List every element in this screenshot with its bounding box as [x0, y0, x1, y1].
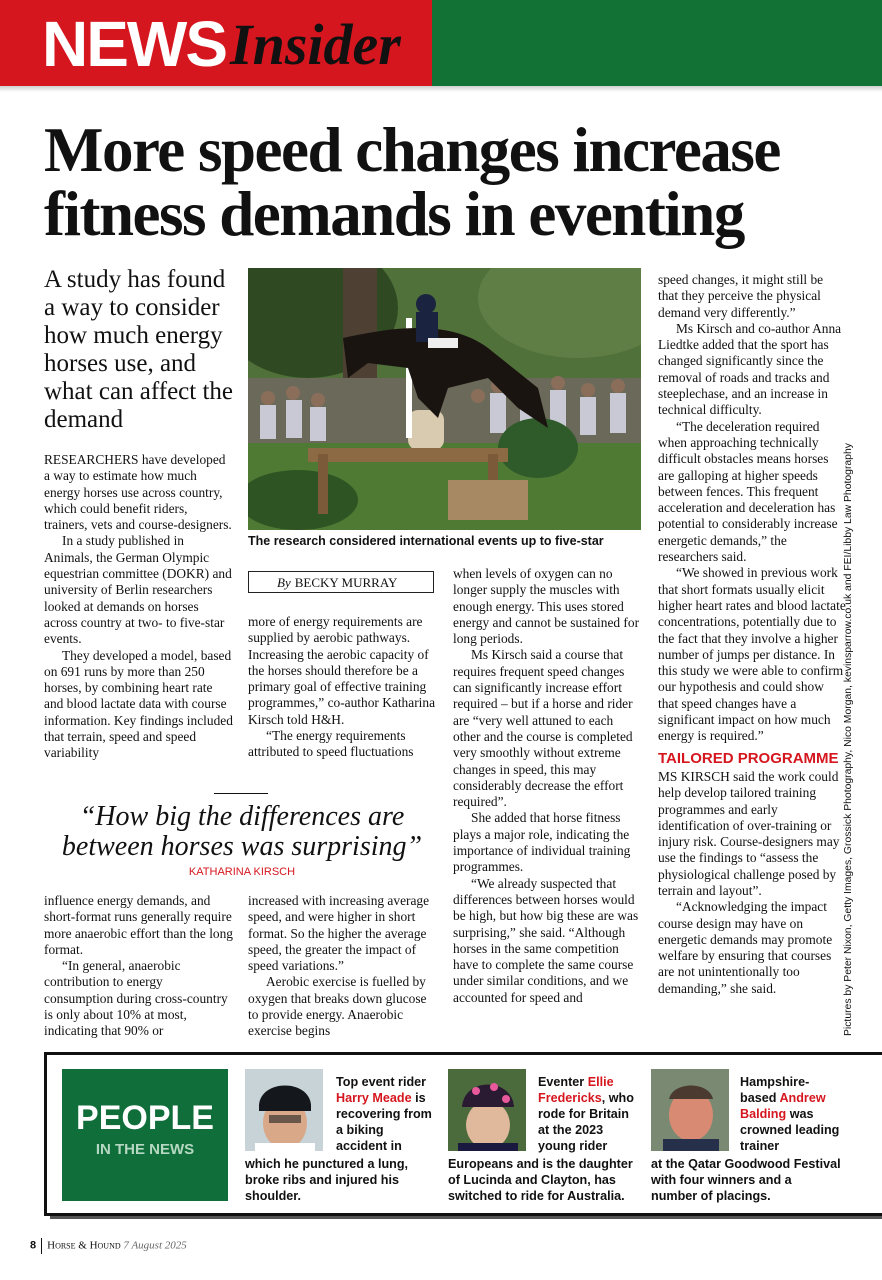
body-paragraph: “Acknowledging the impact course design may have on energetic demands may promote welfare by ensuring that courses are not unintentionally too demanding,” she said. [658, 899, 833, 996]
headline: More speed changes increase fitness demands in eventing [44, 115, 780, 249]
body-paragraph: In a study published in Animals, the German Olympic equestrian committee (DOKR) and university of Berlin researchers looked at demands on horses across country at two- to five-star events. [44, 533, 232, 647]
body-paragraph: “We already suspected that differences between horses would be high, but how big these are was surprising,” she said. “Although horses in the same competition have to complete the same course under similar conditions, and we accounted for speed and [453, 875, 639, 1005]
person-name: Ellie Fredericks [538, 1075, 614, 1105]
byline-prefix: By [277, 575, 291, 590]
magazine-name: Horse & Hound [47, 1239, 121, 1252]
byline [248, 571, 434, 593]
note-text: Hampshire-based [740, 1075, 810, 1105]
body-column-2a [248, 614, 440, 761]
people-note-1 [336, 1074, 434, 1154]
body-paragraph: more of energy requirements are supplied by aerobic pathways. Increasing the aerobic capacity of the horses should therefore be a primary goal of effective training programmes,” co-author Katharina Kirsch told H&H. [248, 614, 436, 727]
body-column-3 [453, 566, 643, 1006]
page-footer [30, 1238, 187, 1254]
body-paragraph: “The deceleration required when approaching technically difficult obstacles means horses are galloping at higher speeds between fences. This frequent acceleration and deceleration has potential to considerably increase energetic demands,” the researchers said. [658, 418, 838, 565]
brand-news: NEWS [42, 8, 226, 80]
body-paragraph: She added that horse fitness plays a major role, indicating the importance of individual training programmes. [453, 810, 631, 875]
photo-credit: Pictures by Peter Nixon, Getty Images, Grossick Photography, Nico Morgan, kevinsparrow.co.uk and FEI/Libby Law Photography [843, 443, 854, 1036]
body-paragraph: RESEARCHERS have developed a way to estimate how much energy horses use across country, which could benefit riders, trainers, vets and course-designers. [44, 452, 232, 533]
byline-name: BECKY MURRAY [294, 575, 398, 590]
pullquote-rule [214, 793, 268, 794]
pullquote-attribution: KATHARINA KIRSCH [188, 866, 296, 878]
standfirst: A study has found a way to consider how much energy horses use, and what can affect the demand [44, 266, 234, 433]
banner-shadow [0, 86, 882, 92]
body-paragraph: “We showed in previous work that short formats usually elicit higher heart rates and blood lactate concentrations, potentially due to the fact that they involve a higher number of jumps per distance. In this study we were able to confirm our hypothesis and could show that speed changes have a significant impact on how much energy is required.” [658, 565, 846, 744]
body-paragraph: MS KIRSCH said the work could help develop tailored training programmes and early identification of over-training or injury risk. Course-designers may use the findings to “assess the physiological challenge posed by terrain and layout”. [658, 768, 840, 898]
people-note-1-tail: which he punctured a lung, broke ribs and injured his shoulder. [245, 1157, 409, 1203]
body-paragraph: influence energy demands, and short-format runs generally require more anaerobic effort than the long format. [44, 893, 234, 957]
body-paragraph: when levels of oxygen can no longer supply the muscles with enough energy. This uses stored energy and cannot be sustained for long periods. [453, 566, 640, 647]
note-text: was crowned leading trainer [740, 1107, 840, 1153]
body-paragraph: “The energy requirements attributed to speed fluctuations [248, 728, 414, 760]
body-column-2b [248, 893, 440, 1040]
body-paragraph: increased with increasing average speed, and were higher in short format. So the higher the average speed, the greater the impact of speed variations.” [248, 893, 430, 974]
body-column-1a [44, 452, 234, 762]
people-note-2-tail: Europeans and is the daughter of Lucinda and Clayton, has switched to ride for Australia. [448, 1157, 633, 1203]
body-paragraph: Ms Kirsch said a course that requires frequent speed changes can significantly increase effort required – but if a horse and rider are “very well attuned to each other and the course is completed very smoothly without extreme changes in speed, this may considerably decrease the effort required”. [453, 647, 633, 810]
pullquote: “How big the differences are between horses was surprising” [61, 801, 423, 862]
photo-caption: The research considered international events up to five-star [248, 534, 604, 548]
banner-green [432, 0, 882, 86]
note-text: is recovering from a biking accident in [336, 1091, 432, 1153]
footer-divider [41, 1238, 42, 1254]
people-note-3 [740, 1074, 840, 1154]
brand-insider: Insider [230, 12, 401, 77]
page-number: 8 [30, 1239, 37, 1252]
person-name: Andrew Balding [740, 1091, 826, 1121]
body-column-1b [44, 893, 234, 1040]
body-paragraph: Ms Kirsch and co-author Anna Liedtke added that the sport has changed significantly since the removal of roads and tracks and steeplechase, and an increase in technical difficulty. [658, 320, 842, 418]
body-paragraph: speed changes, it might still be that they perceive the physical demand very differently.” [658, 272, 824, 320]
note-text: Top event rider [336, 1075, 427, 1089]
people-panel [62, 1069, 228, 1201]
body-paragraph: They developed a model, based on 691 runs by more than 250 horses, by combining heart rate and blood lactate data with course information. Key findings included that terrain, speed and speed variability [44, 647, 233, 761]
note-text: Eventer [538, 1075, 585, 1089]
body-column-4 [658, 272, 846, 997]
note-text: , who rode for Britain at the 2023 young rider [538, 1091, 634, 1153]
body-paragraph: “In general, anaerobic contribution to energy consumption during cross-country is only about 10% at most, indicating that 90% or [44, 958, 228, 1039]
subheading: TAILORED PROGRAMME [658, 749, 839, 767]
horse-jumping-photo [248, 268, 641, 530]
andrew-balding-photo [651, 1069, 729, 1151]
harry-meade-photo [245, 1069, 323, 1151]
issue-date: 7 August 2025 [123, 1239, 187, 1252]
person-name: Harry Meade [336, 1091, 412, 1105]
people-note-3-tail: at the Qatar Goodwood Festival with four winners and a number of placings. [651, 1157, 841, 1203]
ellie-fredericks-photo [448, 1069, 526, 1151]
people-note-2 [538, 1074, 638, 1154]
people-subtitle: IN THE NEWS [95, 1141, 195, 1158]
body-paragraph: Aerobic exercise is fuelled by oxygen that breaks down glucose to provide energy. Anaerobic exercise begins [248, 974, 427, 1039]
people-title: PEOPLE [76, 1099, 214, 1137]
